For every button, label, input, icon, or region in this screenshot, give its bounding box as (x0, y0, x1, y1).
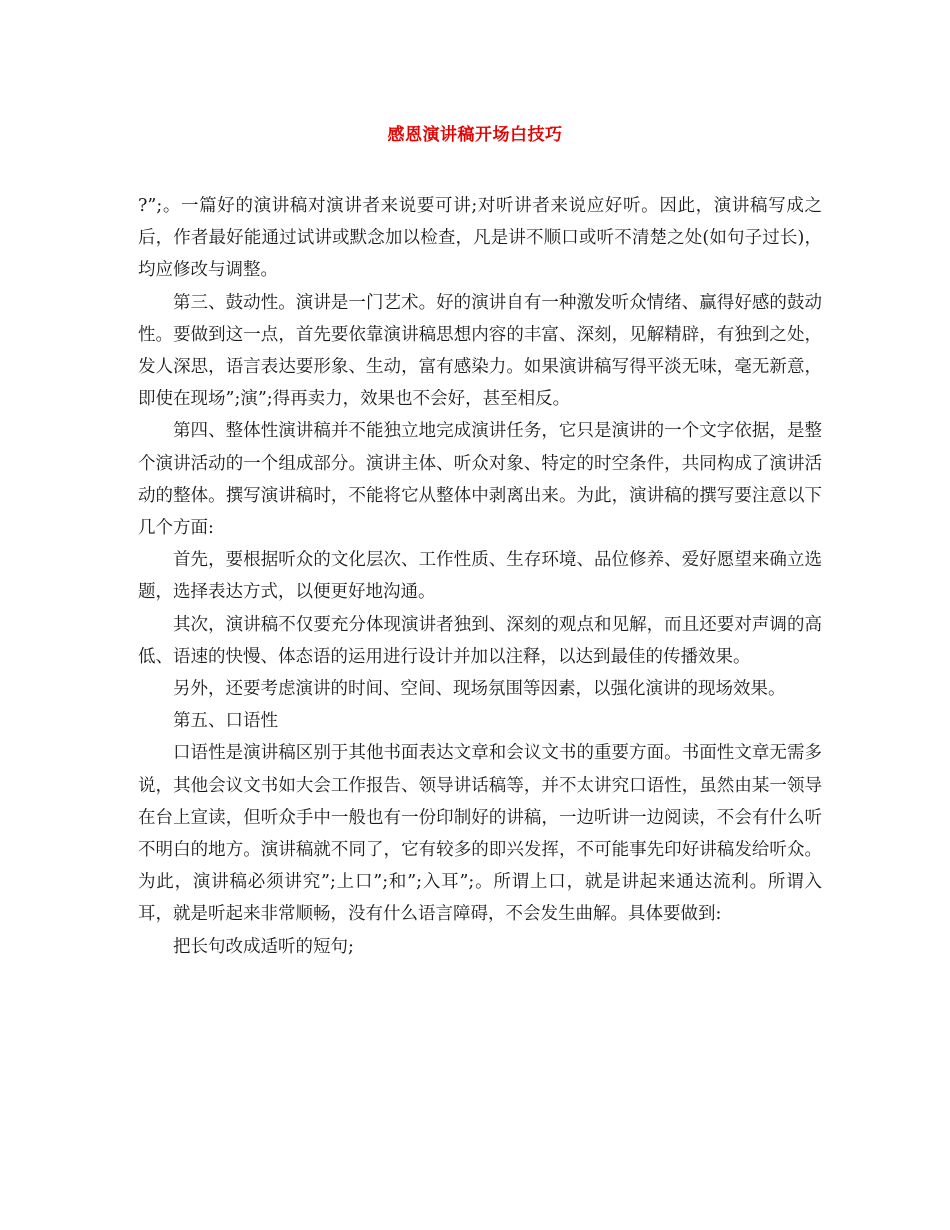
paragraph-5: 其次，演讲稿不仅要充分体现演讲者独到、深刻的观点和见解，而且还要对声调的高低、语速的快慢、体态语的运用进行设计并加以注释，以达到最佳的传播效果。 (138, 614, 822, 667)
paragraph-7: 第五、口语性 (173, 711, 278, 732)
paragraph-3: 第四、整体性演讲稿并不能独立地完成演讲任务，它只是演讲的一个文字依据，是整个演讲活动的一个组成部分。演讲主体、听众对象、特定的时空条件，共同构成了演讲活动的整体。撰写演讲稿时，不能将它从整体中剥离出来。为此，演讲稿的撰写要注意以下几个方面: (138, 421, 822, 539)
paragraph-9: 把长句改成适听的短句; (173, 936, 354, 957)
paragraph-4: 首先，要根据听众的文化层次、工作性质、生存环境、品位修养、爱好愿望来确立选题，选择表达方式，以便更好地沟通。 (138, 550, 822, 603)
paragraph-8: 口语性是演讲稿区别于其他书面表达文章和会议文书的重要方面。书面性文章无需多说，其他会议文书如大会工作报告、领导讲话稿等，并不太讲究口语性，虽然由某一领导在台上宣读，但听众手中一般也有一份印制好的讲稿，一边听讲一边阅读，不会有什么听不明白的地方。演讲稿就不同了，它有较多的即兴发挥，不可能事先印好讲稿发给听众。为此，演讲稿必须讲究”;上口”;和”;入耳”;。所谓上口，就是讲起来通达流利。所谓入耳，就是听起来非常顺畅，没有什么语言障碍，不会发生曲解。具体要做到: (138, 743, 822, 925)
paragraph-1: ?”;。一篇好的演讲稿对演讲者来说要可讲;对听讲者来说应好听。因此，演讲稿写成之后，作者最好能通过试讲或默念加以检查，凡是讲不顺口或听不清楚之处(如句子过长)，均应修改与调整。 (138, 196, 822, 281)
document-title: 感恩演讲稿开场白技巧 (387, 125, 563, 145)
paragraph-6: 另外，还要考虑演讲的时间、空间、现场氛围等因素，以强化演讲的现场效果。 (173, 679, 786, 700)
paragraph-2: 第三、鼓动性。演讲是一门艺术。好的演讲自有一种激发听众情绪、赢得好感的鼓动性。要做到这一点，首先要依靠演讲稿思想内容的丰富、深刻，见解精辟，有独到之处，发人深思，语言表达要形象、生动，富有感染力。如果演讲稿写得平淡无味，毫无新意，即使在现场”;演”;得再卖力，效果也不会好，甚至相反。 (138, 292, 822, 410)
document-body (138, 190, 822, 963)
